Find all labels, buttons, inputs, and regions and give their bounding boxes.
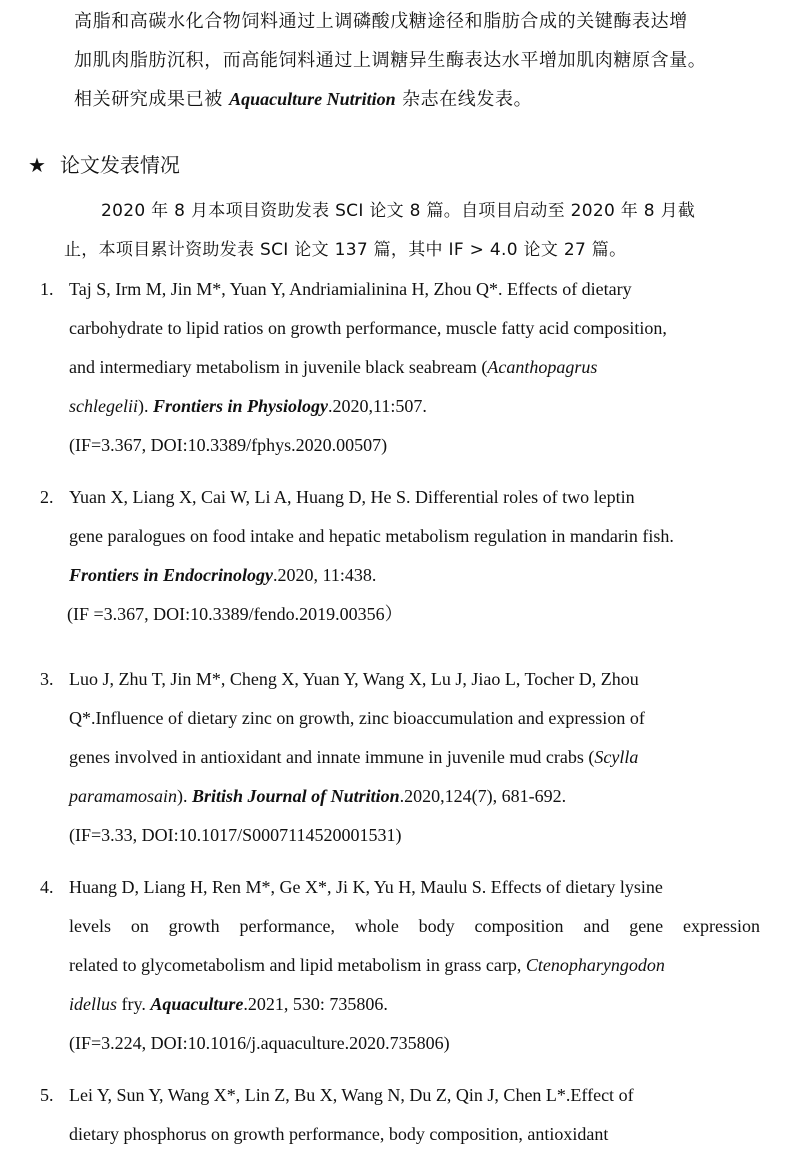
publication-item-3 <box>40 660 760 855</box>
citation-text: related to glycometabolism and lipid metabolism in grass carp, <box>69 955 526 975</box>
citation-line: Taj S, Irm M, Jin M*, Yuan Y, Andriamialinina H, Zhou Q*. Effects of dietary <box>69 279 632 299</box>
citation-line: dietary phosphorus on growth performance, body composition, antioxidant <box>69 1124 609 1144</box>
journal-name: Frontiers in Physiology <box>152 396 329 416</box>
citation-line: carbohydrate to lipid ratios on growth performance, muscle fatty acid composition, <box>69 318 667 338</box>
citation-line <box>69 387 760 426</box>
intro-line-3-suffix: 杂志在线发表。 <box>395 89 533 110</box>
citation-text: .2020,124(7), 681-692. <box>399 786 567 806</box>
citation-line <box>69 946 760 985</box>
species-name: Scylla <box>594 747 639 767</box>
citation-line <box>69 556 760 595</box>
section-heading <box>28 145 180 185</box>
citation-line <box>69 777 760 816</box>
summary-paragraph <box>64 192 784 270</box>
citation-line: Q*.Influence of dietary zinc on growth, zinc bioaccumulation and expression of <box>69 708 645 728</box>
intro-line-2: 加肌肉脂肪沉积，而高能饲料通过上调糖异生酶表达水平增加肌肉糖原含量。 <box>74 50 707 71</box>
impact-factor-doi: (IF=3.367, DOI:10.3389/fphys.2020.00507) <box>69 435 388 455</box>
publication-number: 1. <box>40 279 54 299</box>
publication-citation <box>69 868 760 1063</box>
publication-number: 3. <box>40 669 54 689</box>
citation-line <box>69 738 760 777</box>
publication-citation <box>69 660 760 855</box>
publication-item-1 <box>40 270 760 465</box>
species-name: paramamosain <box>69 786 178 806</box>
impact-factor-doi: (IF=3.224, DOI:10.1016/j.aquaculture.2020.735806) <box>69 1033 450 1053</box>
intro-paragraph <box>74 2 774 119</box>
citation-text: and intermediary metabolism in juvenile black seabream ( <box>69 357 488 377</box>
citation-text: fry. <box>117 994 151 1014</box>
species-name: Ctenopharyngodon <box>525 955 665 975</box>
section-title: 论文发表情况 <box>59 153 180 177</box>
citation-line <box>69 985 760 1024</box>
impact-factor-doi: (IF =3.367, DOI:10.3389/fendo.2019.00356） <box>67 604 403 624</box>
intro-journal-name: Aquaculture Nutrition <box>229 89 396 109</box>
publication-citation <box>69 1076 760 1154</box>
journal-name: Frontiers in Endocrinology <box>69 565 274 585</box>
citation-line: levels on growth performance, whole body composition and gene expression <box>69 916 760 936</box>
journal-name: Aquaculture <box>150 994 244 1014</box>
intro-line-3-prefix: 相关研究成果已被 <box>74 89 230 110</box>
intro-line-3 <box>74 80 774 119</box>
impact-factor-doi: (IF=3.33, DOI:10.1017/S0007114520001531) <box>69 825 402 845</box>
citation-line: gene paralogues on food intake and hepatic metabolism regulation in mandarin fish. <box>69 526 674 546</box>
citation-text: ). <box>137 396 153 416</box>
star-icon: ★ <box>28 153 46 177</box>
publication-item-5 <box>40 1076 760 1154</box>
journal-name: British Journal of Nutrition <box>192 786 400 806</box>
publication-citation <box>69 270 760 465</box>
citation-line: Yuan X, Liang X, Cai W, Li A, Huang D, He S. Differential roles of two leptin <box>69 487 635 507</box>
summary-line-1: 2020 年 8 月本项目资助发表 SCI 论文 8 篇。自项目启动至 2020 年 8 月截 <box>101 201 696 221</box>
publication-number: 5. <box>40 1085 54 1105</box>
citation-line: Lei Y, Sun Y, Wang X*, Lin Z, Bu X, Wang N, Du Z, Qin J, Chen L*.Effect of <box>69 1085 634 1105</box>
citation-text: .2020,11:507. <box>328 396 427 416</box>
publication-item-4 <box>40 868 760 1063</box>
citation-line: Luo J, Zhu T, Jin M*, Cheng X, Yuan Y, Wang X, Lu J, Jiao L, Tocher D, Zhou <box>69 669 639 689</box>
citation-text: genes involved in antioxidant and innate immune in juvenile mud crabs ( <box>69 747 595 767</box>
species-name: Acanthopagrus <box>487 357 598 377</box>
species-name: idellus <box>69 994 117 1014</box>
publication-item-2 <box>40 478 760 634</box>
citation-line <box>69 348 760 387</box>
species-name: schlegelii <box>69 396 138 416</box>
publication-citation <box>69 478 760 634</box>
summary-line-2: 止，本项目累计资助发表 SCI 论文 137 篇，其中 IF > 4.0 论文 27 篇。 <box>64 240 627 260</box>
publication-number: 2. <box>40 487 54 507</box>
intro-line-1: 高脂和高碳水化合物饲料通过上调磷酸戊糖途径和脂肪合成的关键酶表达增 <box>74 11 688 32</box>
citation-text: .2021, 530: 735806. <box>243 994 388 1014</box>
citation-line: Huang D, Liang H, Ren M*, Ge X*, Ji K, Yu H, Maulu S. Effects of dietary lysine <box>69 877 663 897</box>
publication-number: 4. <box>40 877 54 897</box>
citation-text: ). <box>177 786 193 806</box>
citation-text: .2020, 11:438. <box>273 565 377 585</box>
